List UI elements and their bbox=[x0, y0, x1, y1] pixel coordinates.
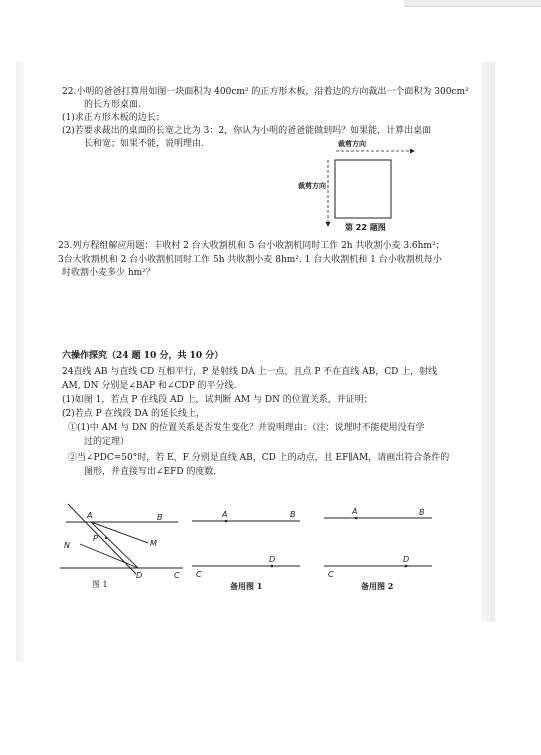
q22-sub1: (1)求正方形木板的边长； bbox=[62, 113, 165, 123]
scan-shadow-left bbox=[16, 62, 24, 662]
fig1-label-b: B bbox=[157, 513, 163, 522]
section-six-heading: 六操作探究（24 题 10 分，共 10 分） bbox=[62, 351, 224, 361]
fig1-label-d: D bbox=[136, 571, 143, 580]
q24-sub2-part1-line1: ①(1)中 AM 与 DN 的位置关系是否发生变化？并说明理由；（注：说理时不能使用没有学 bbox=[68, 423, 425, 433]
q22-line2: 的长方形桌面. bbox=[84, 100, 141, 110]
q22-figure-caption: 第 22 题图 bbox=[345, 223, 386, 232]
fig3-caption: 备用图 2 bbox=[361, 581, 394, 591]
fig2-caption: 备用图 1 bbox=[230, 581, 263, 591]
fig2-label-b: B bbox=[290, 510, 296, 519]
q24-backup-figure-2 bbox=[320, 500, 440, 580]
fig1-label-a: A bbox=[87, 511, 93, 520]
window-top-bar bbox=[404, 0, 541, 7]
q24-sub2-part2-line1: ②当∠PDC=50°时，若 E，F 分别是直线 AB，CD 上的动点，且 EF∥AM，请画出符合条件的 bbox=[68, 453, 450, 463]
fig2-label-c: C bbox=[196, 570, 202, 579]
q22-cut-direction-left: 裁剪方向 bbox=[298, 182, 326, 190]
q23-line3: 时收割小麦多少 hm²？ bbox=[62, 268, 155, 278]
fig1-label-n: N bbox=[64, 541, 70, 550]
q24-sub2: (2)若点 P 在线段 DA 的延长线上， bbox=[62, 409, 205, 419]
q22-sub2-line1: (2)若要求裁出的桌面的长宽之比为 3：2，你认为小明的爸爸能做到吗？如果能，计算出桌面 bbox=[62, 126, 432, 136]
q24-line1: 24直线 AB 与直线 CD 互相平行，P 是射线 DA 上一点，且点 P 不在直线 AB，CD 上，射线 bbox=[62, 367, 438, 377]
fig1-label-m: M bbox=[150, 539, 157, 548]
q24-sub1: (1)如图 1，若点 P 在线段 AD 上，试判断 AM 与 DN 的位置关系，并证明； bbox=[62, 395, 373, 405]
q24-sub2-part2-line2: 图形，并直接写出∠EFD 的度数. bbox=[84, 467, 217, 477]
fig3-label-d: D bbox=[403, 555, 410, 564]
q24-figure-1 bbox=[58, 500, 188, 600]
fig1-label-p: P bbox=[93, 534, 98, 543]
fig3-label-c: C bbox=[328, 570, 334, 579]
q24-line2: AM, DN 分别是∠BAP 和∠CDP 的平分线. bbox=[62, 381, 237, 391]
q23-line1: 23.列方程组解应用题：丰收村 2 台大收割机和 5 台小收割机同时工作 2h 共收割小麦 3.6hm²； bbox=[58, 241, 445, 251]
fig3-label-a: A bbox=[352, 507, 358, 516]
q22-cut-direction-top: 裁剪方向 bbox=[338, 140, 366, 148]
fig2-label-a: A bbox=[222, 510, 228, 519]
fig1-label-c: C bbox=[174, 571, 180, 580]
scan-shadow-right bbox=[481, 62, 495, 622]
q24-sub2-part1-line2: 过的定理） bbox=[84, 437, 130, 447]
fig3-label-b: B bbox=[419, 508, 425, 517]
fig1-caption: 图 1 bbox=[92, 580, 108, 589]
fig2-label-d: D bbox=[269, 555, 276, 564]
q24-backup-figure-1 bbox=[188, 500, 308, 580]
q22-sub2-line2: 长和宽；如果不能，说明理由. bbox=[84, 139, 204, 149]
q22-line1: 22.小明的爸爸打算用如图一块面积为 400cm² 的正方形木板，沿着边的方向裁出一个面积为 300cm² bbox=[62, 87, 469, 97]
q23-line2: 3台大收割机和 2 台小收割机同时工作 5h 共收割小麦 8hm². 1 台大收割机和 1 台小收割机每小 bbox=[58, 255, 442, 265]
